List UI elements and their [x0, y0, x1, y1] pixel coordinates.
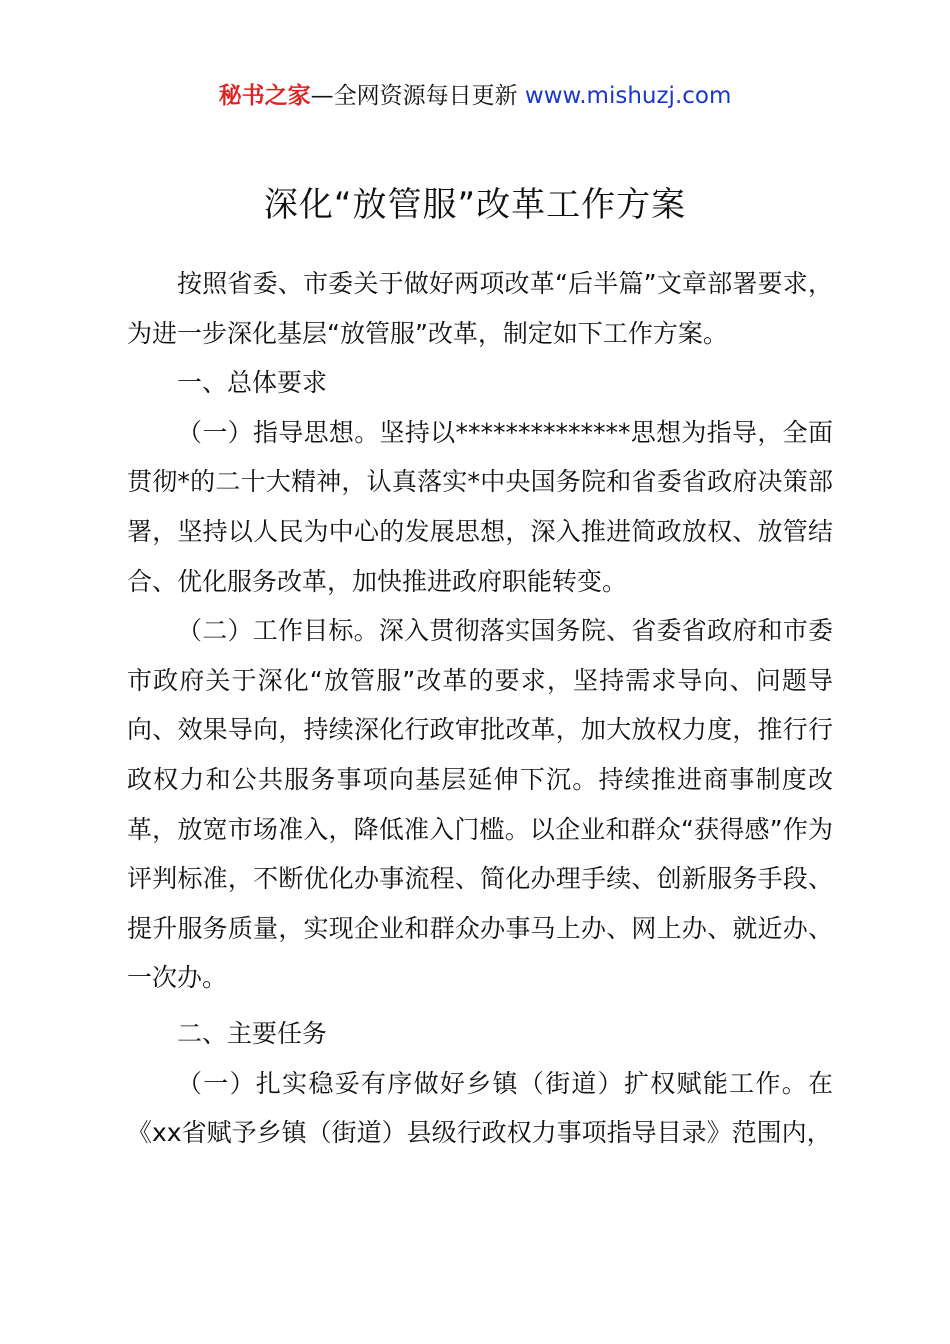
site-header [0, 78, 950, 114]
section-heading-general-requirements: 一、总体要求 [177, 368, 328, 398]
work-goals-paragraph: （二）工作目标。深入贯彻落实国务院、省委省政府和市委市政府关于深化“放管服”改革的要求，坚持需求导向、问题导向、效果导向，持续深化行政审批改革，加大放权力度，推行行政权力和公共服务事项向基层延伸下沉。持续推进商事制度改革，放宽市场准入，降低准入门槛。以企业和群众“获得感”作为评判标准，不断优化办事流程、简化办理手续、创新服务手段、提升服务质量，实现企业和群众办事马上办、网上办、就近办、一次办。 [127, 616, 833, 993]
document-title: 深化“放管服”改革工作方案 [263, 185, 687, 225]
brand-name: 秘书之家 [218, 83, 311, 109]
header-tagline: —全网资源每日更新 [310, 83, 525, 109]
intro-paragraph: 按照省委、市委关于做好两项改革“后半篇”文章部署要求，为进一步深化基层“放管服”改革，制定如下工作方案。 [127, 269, 833, 348]
section-heading-main-tasks: 二、主要任务 [177, 1018, 328, 1048]
guiding-ideology-paragraph: （一）指导思想。坚持以**************思想为指导，全面贯彻*的二十大精神，认真落实*中央国务院和省委省政府决策部署，坚持以人民为中心的发展思想，深入推进简政放权、放管结合、优化服务改革，加快推进政府职能转变。 [127, 417, 833, 596]
task-one-paragraph: （一）扎实稳妥有序做好乡镇（街道）扩权赋能工作。在《xx省赋予乡镇（街道）县级行政权力事项指导目录》范围内， [127, 1068, 833, 1148]
document-body [127, 259, 833, 1158]
site-url[interactable]: www.mishuzj.com [524, 83, 732, 109]
